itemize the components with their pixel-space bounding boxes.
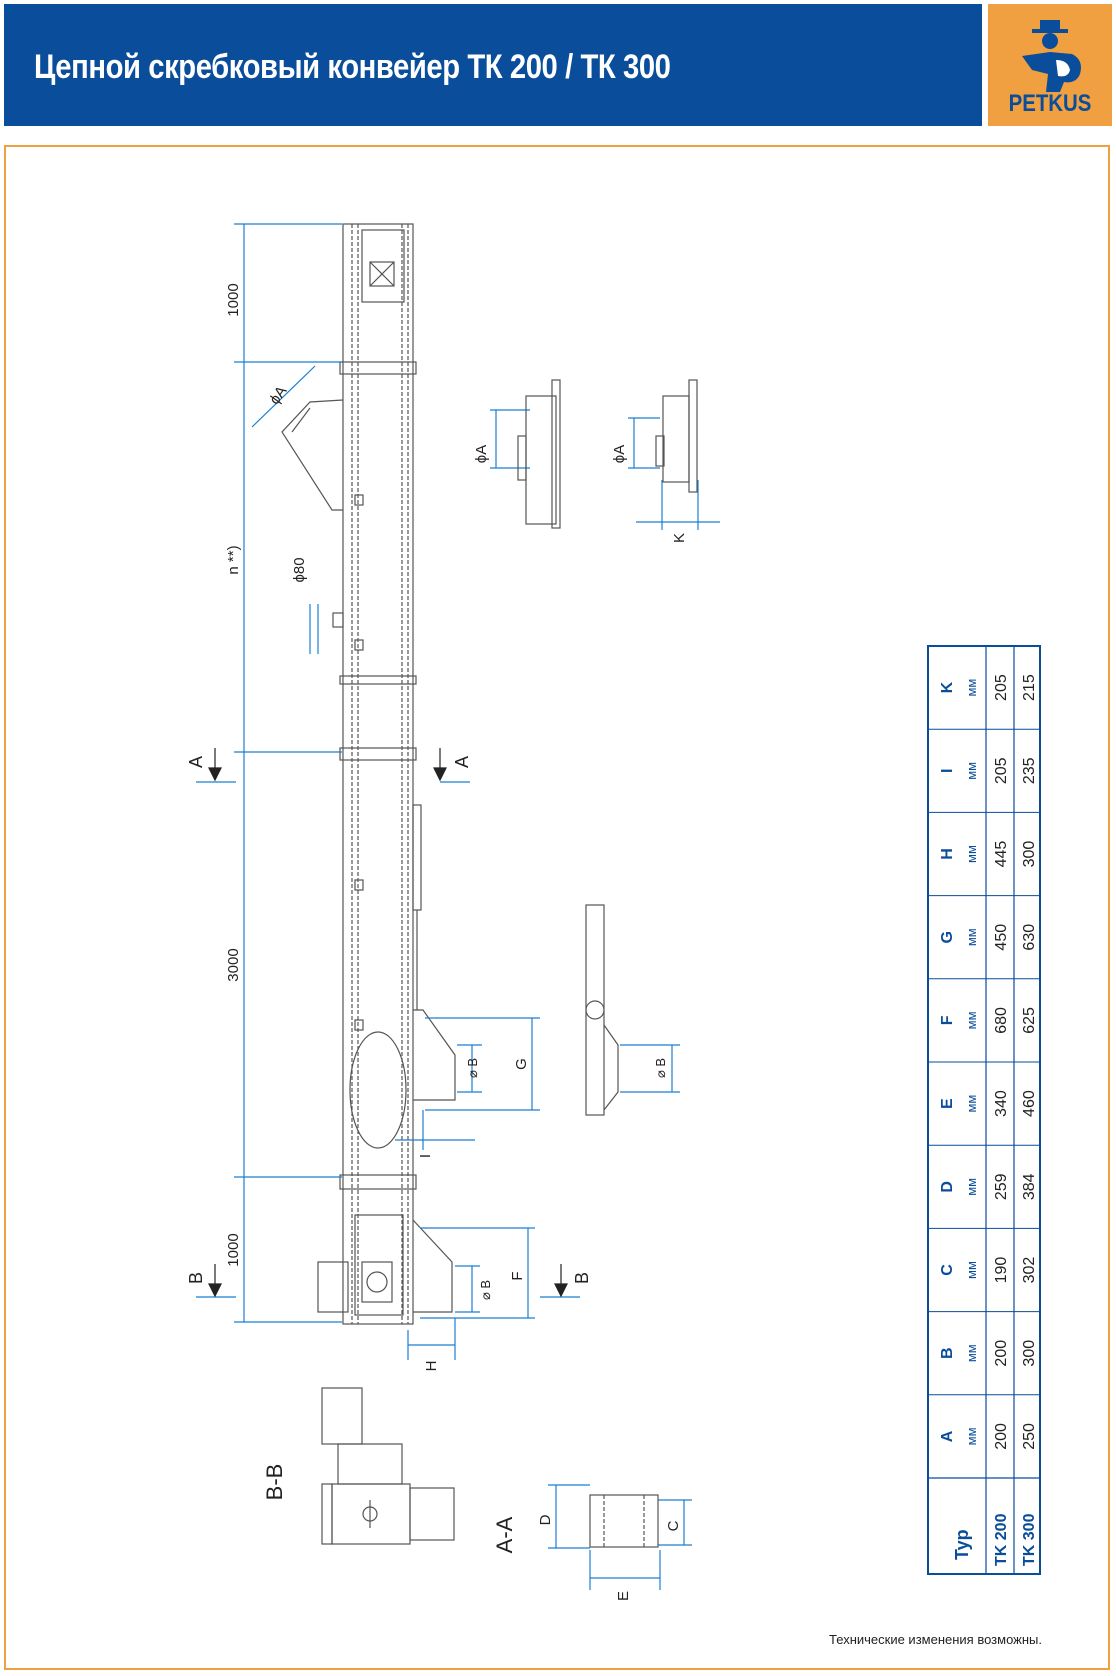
d-label: D bbox=[537, 1514, 554, 1526]
dim-bottom-label: 1000 bbox=[225, 1233, 242, 1267]
table-header-c: C bbox=[939, 1264, 956, 1276]
section-b-right: B bbox=[572, 1271, 592, 1285]
k-label: K bbox=[671, 532, 688, 544]
table-cell: 445 bbox=[993, 840, 1010, 868]
table-header-f: F bbox=[939, 1015, 956, 1026]
table-cell: 205 bbox=[993, 674, 1010, 701]
table-row-type-tk200: TK 200 bbox=[993, 1513, 1010, 1566]
table-unit: мм bbox=[964, 1427, 979, 1446]
table-header-a: A bbox=[939, 1430, 956, 1443]
table-cell: 259 bbox=[993, 1173, 1010, 1201]
c-label: C bbox=[665, 1520, 682, 1532]
table-cell: 302 bbox=[1021, 1256, 1038, 1284]
phi-a-flange-2: ϕA bbox=[611, 444, 628, 464]
section-a-left: A bbox=[186, 755, 206, 769]
dimension-table bbox=[928, 646, 1040, 1574]
table-type-header: Typ bbox=[952, 1529, 972, 1560]
table-cell: 200 bbox=[993, 1339, 1010, 1367]
flange-detail-2 bbox=[656, 380, 697, 492]
table-cell: 630 bbox=[1021, 923, 1038, 951]
table-header-k: K bbox=[939, 681, 956, 694]
table-unit: мм bbox=[964, 928, 979, 947]
section-aa-view bbox=[590, 1495, 658, 1547]
dim-top-label: 1000 bbox=[225, 283, 242, 317]
table-cell: 215 bbox=[1021, 674, 1038, 701]
table-unit: мм bbox=[964, 1177, 979, 1196]
table-header-e: E bbox=[939, 1098, 956, 1109]
table-header-h: H bbox=[939, 848, 956, 860]
table-header-i: I bbox=[939, 768, 956, 774]
dim-middle-label: 3000 bbox=[225, 948, 242, 982]
table-unit: мм bbox=[964, 845, 979, 863]
table-unit: мм bbox=[964, 761, 979, 780]
section-bb-view bbox=[322, 1388, 454, 1544]
table-cell: 450 bbox=[993, 923, 1010, 951]
table-unit: мм bbox=[964, 1011, 979, 1030]
section-arrows bbox=[209, 748, 567, 1296]
section-a-right: A bbox=[452, 755, 472, 769]
table-unit: мм bbox=[964, 1261, 979, 1279]
table-header-g: G bbox=[939, 930, 956, 944]
phi-a-flange-1: ϕA bbox=[473, 444, 490, 464]
logo-text: PETKUS bbox=[1008, 90, 1092, 117]
outlet-detail bbox=[586, 905, 618, 1115]
footnote: Технические изменения возможны. bbox=[829, 1632, 1042, 1647]
table-unit: мм bbox=[964, 1344, 979, 1363]
table-cell: 205 bbox=[993, 757, 1010, 785]
i-label: I bbox=[417, 1153, 434, 1159]
table-cell: 680 bbox=[993, 1007, 1010, 1034]
phi-a-label: ϕA bbox=[266, 383, 291, 408]
dia-b-upper: ⌀ B bbox=[465, 1057, 480, 1079]
table-cell: 300 bbox=[1021, 840, 1038, 868]
table-cell: 340 bbox=[993, 1090, 1010, 1117]
table-unit: мм bbox=[964, 678, 979, 697]
dia-b-right: ⌀ B bbox=[653, 1057, 668, 1079]
h-label: H bbox=[423, 1360, 440, 1372]
flange-detail-1 bbox=[518, 380, 560, 528]
table-cell: 625 bbox=[1021, 1007, 1038, 1034]
section-b-left: B bbox=[186, 1271, 206, 1285]
table-cell: 384 bbox=[1021, 1173, 1038, 1201]
table-cell: 460 bbox=[1021, 1090, 1038, 1117]
dimension-lines bbox=[196, 224, 720, 1590]
table-cell: 200 bbox=[993, 1423, 1010, 1450]
dia-b-lower: ⌀ B bbox=[478, 1279, 493, 1301]
dim-n-label: n **) bbox=[225, 545, 242, 575]
table-row-type-tk300: TK 300 bbox=[1021, 1513, 1038, 1566]
table-cell: 300 bbox=[1021, 1339, 1038, 1367]
f-label: F bbox=[509, 1271, 526, 1281]
page-title: Цепной скребковый конвейер ТК 200 / ТК 300 bbox=[34, 48, 671, 86]
phi-80-label: ϕ80 bbox=[291, 557, 308, 583]
table-header-d: D bbox=[939, 1181, 956, 1193]
e-label: E bbox=[615, 1590, 632, 1602]
g-label: G bbox=[513, 1058, 530, 1070]
table-cell: 250 bbox=[1021, 1423, 1038, 1450]
table-cell: 235 bbox=[1021, 757, 1038, 785]
view-bb-label: B-B bbox=[262, 1463, 287, 1501]
view-aa-label: A-A bbox=[492, 1516, 517, 1554]
table-cell: 190 bbox=[993, 1256, 1010, 1284]
table-header-b: B bbox=[939, 1347, 956, 1359]
table-unit: мм bbox=[964, 1094, 979, 1113]
